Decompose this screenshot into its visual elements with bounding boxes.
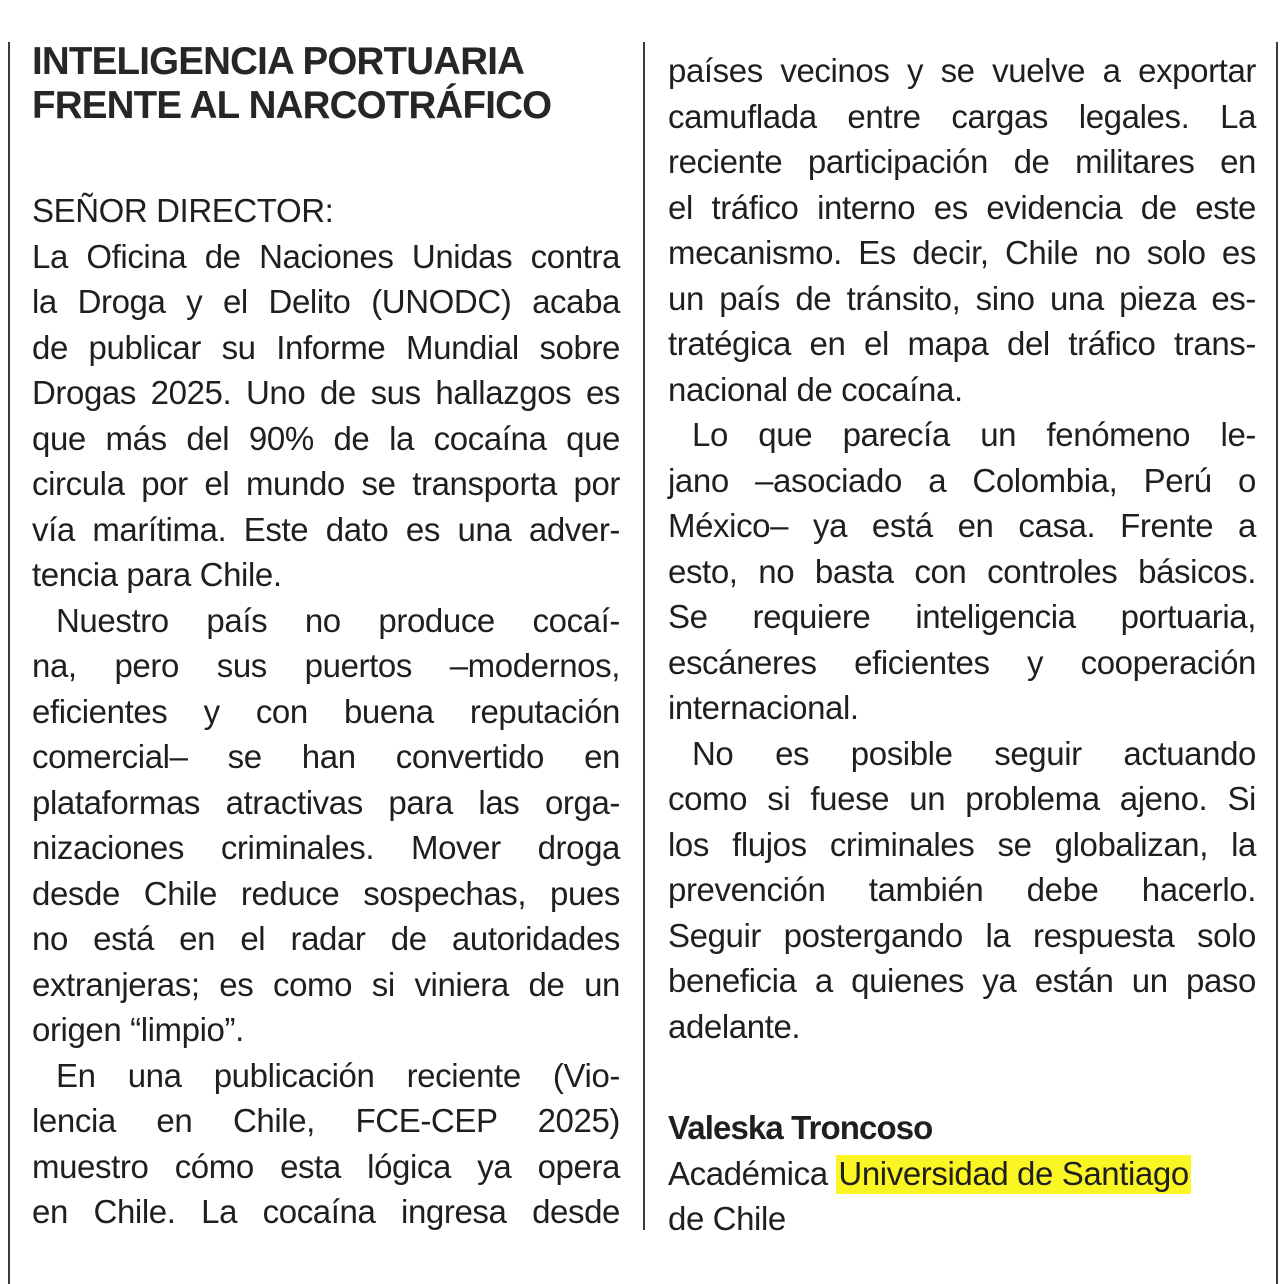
body-line: jano –asociado a Colombia, Perú o (668, 461, 1256, 499)
body-line: tratégica en el mapa del tráfico trans- (668, 325, 1256, 362)
body-line: como si fuese un problema ajeno. Si (668, 780, 1256, 817)
body-line: en Chile. La cocaína ingresa desde (32, 1193, 620, 1230)
body-line: comercial– se han convertido en (32, 738, 620, 775)
body-line: adelante. (668, 1007, 801, 1045)
headline-line-2: FRENTE AL NARCOTRÁFICO (32, 84, 552, 127)
body-line: un país de tránsito, sino una pieza es- (668, 279, 1256, 317)
highlighted-university: Universidad de Santiago (838, 1154, 1189, 1192)
body-line: circula por el mundo se transporta por (32, 465, 620, 502)
body-line: beneficia a quienes ya están un paso (668, 962, 1256, 999)
body-line: escáneres eficientes y cooperación (668, 643, 1256, 681)
body-line: La Oficina de Naciones Unidas contra (32, 237, 620, 275)
body-line: muestro cómo esta lógica ya opera (32, 1147, 620, 1185)
body-line: esto, no basta con controles básicos. (668, 552, 1256, 590)
headline-line-1: INTELIGENCIA PORTUARIA (32, 40, 525, 83)
body-line: Nuestro país no produce cocaí- (56, 601, 620, 639)
body-line: los flujos criminales se globalizan, la (668, 825, 1256, 863)
body-line: Drogas 2025. Uno de sus hallazgos es (32, 374, 620, 411)
body-line: na, pero sus puertos –modernos, (32, 647, 620, 684)
body-line: el tráfico interno es evidencia de este (668, 188, 1256, 226)
body-line: No es posible seguir actuando (692, 734, 1256, 772)
body-line: extranjeras; es como si viniera de un (32, 965, 620, 1003)
headline (32, 40, 620, 128)
body-line: En una publicación reciente (Vio- (56, 1056, 620, 1094)
body-line: reciente participación de militares en (668, 143, 1256, 180)
body-line: nacional de cocaína. (668, 370, 963, 408)
right-column (668, 48, 1256, 1242)
left-column-rule (8, 42, 10, 1284)
body-line: eficientes y con buena reputación (32, 692, 620, 730)
signature-role-prefix: Académica (668, 1154, 837, 1192)
body-line: países vecinos y se vuelve a exportar (668, 52, 1256, 89)
body-line: lencia en Chile, FCE-CEP 2025) (32, 1102, 620, 1139)
body-line: prevención también debe hacerlo. (668, 871, 1256, 908)
body-line: plataformas atractivas para las orga- (32, 783, 620, 821)
body-line: vía marítima. Este dato es una adver- (32, 510, 620, 548)
body-line: la Droga y el Delito (UNODC) acaba (32, 283, 620, 320)
body-line: México– ya está en casa. Frente a (668, 507, 1256, 544)
body-line: internacional. (668, 689, 859, 726)
signature-role-line-2: de Chile (668, 1200, 786, 1237)
body-line: tencia para Chile. (32, 556, 282, 593)
body-line: nizaciones criminales. Mover droga (32, 829, 620, 866)
right-column-rule (1276, 42, 1278, 1284)
body-line: de publicar su Informe Mundial sobre (32, 328, 620, 366)
body-line: Se requiere inteligencia portuaria, (668, 598, 1256, 635)
body-line: origen “limpio”. (32, 1011, 244, 1048)
body-line: que más del 90% de la cocaína que (32, 419, 620, 457)
body-line: Seguir postergando la respuesta solo (668, 916, 1256, 954)
body-line: no está en el radar de autoridades (32, 920, 620, 957)
center-column-rule (643, 42, 645, 1230)
signature-name: Valeska Troncoso (668, 1109, 933, 1146)
salutation: SEÑOR DIRECTOR: (32, 192, 334, 229)
body-line: camuflada entre cargas legales. La (668, 97, 1256, 135)
body-line: Lo que parecía un fenómeno le- (692, 416, 1256, 453)
left-column (32, 40, 620, 1235)
signature-role (668, 1151, 1256, 1197)
body-line: mecanismo. Es decir, Chile no solo es (668, 234, 1256, 271)
body-line: desde Chile reduce sospechas, pues (32, 874, 620, 912)
